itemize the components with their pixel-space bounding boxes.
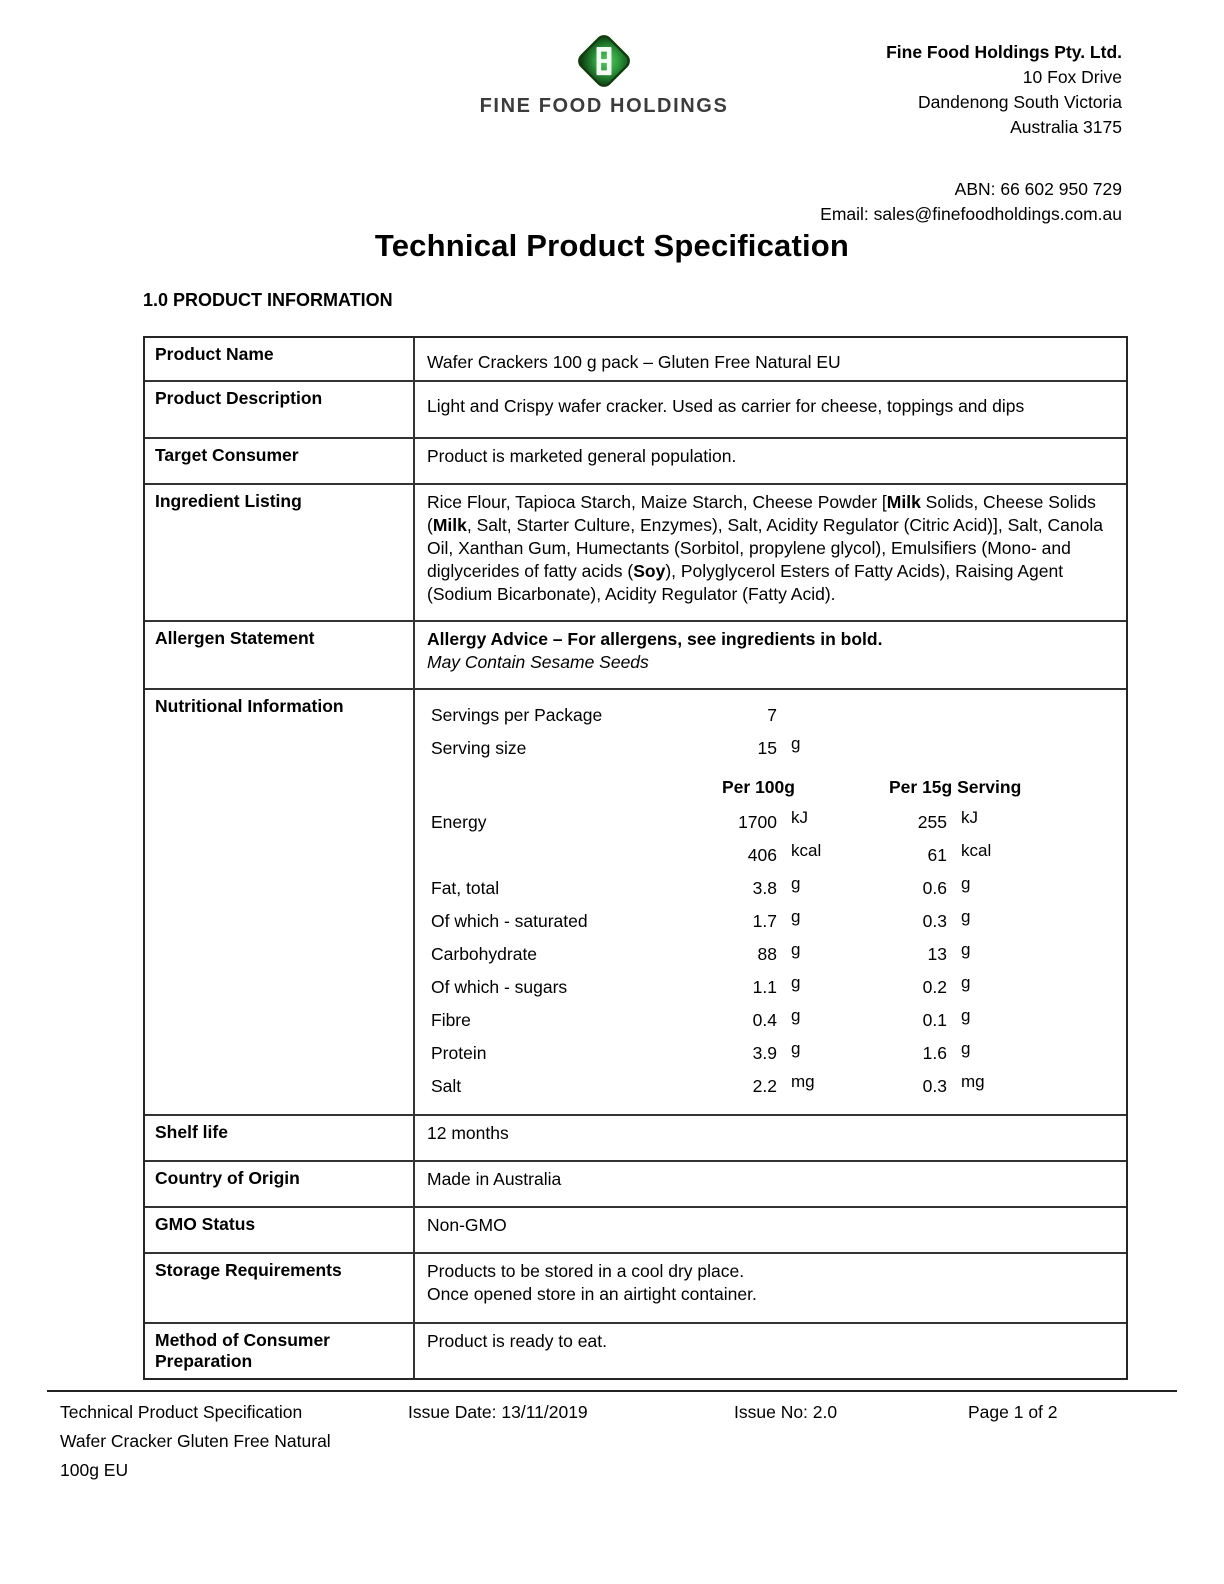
nutrition-serving-size-row: Serving size 15 g [431, 734, 801, 758]
footer-issue-no: Issue No: 2.0 [734, 1402, 838, 1422]
footer-page-number: Page 1 of 2 [968, 1402, 1058, 1422]
spec-row-target-consumer [145, 439, 1126, 485]
company-email: Email: sales@finefoodholdings.com.au [820, 204, 1122, 224]
allergen-italic-line: May Contain Sesame Seeds [427, 652, 649, 672]
row-value [415, 1254, 1126, 1322]
ingredient-text: Rice Flour, Tapioca Starch, Maize Starch, Cheese Powder [Milk Solids, Cheese Solids (Milk, Salt, Starter Culture, Enzymes), Salt, Acidity Regulator (Citric Acid)], Salt, Canola Oil, Xanthan Gum, Humectants (Sorbitol, propylene glycol), Emulsifiers (Mono- and diglycerides of fatty acids (Soy), Polyglycerol Esters of Fatty Acids), Raising Agent (Sodium Bicarbonate), Acidity Regulator (Fatty Acid). [427, 492, 1103, 604]
allergen-bold-line: Allergy Advice – For allergens, see ingredients in bold. [427, 629, 883, 649]
company-details [820, 40, 1122, 227]
nutrition-row: Salt 2.2 mg 0.3 mg [431, 1072, 985, 1096]
company-name: Fine Food Holdings Pty. Ltd. [886, 42, 1122, 62]
company-abn: ABN: 66 602 950 729 [954, 179, 1122, 199]
row-label: GMO Status [145, 1208, 415, 1252]
nutrition-row: 406 kcal 61 kcal [747, 841, 992, 865]
footer-issue-date: Issue Date: 13/11/2019 [408, 1402, 588, 1422]
row-value: Product is marketed general population. [427, 446, 737, 466]
page-title: Technical Product Specification [374, 228, 850, 263]
per-serving-header: Per 15g Serving [889, 777, 1022, 797]
storage-line: Once opened store in an airtight container. [427, 1284, 757, 1304]
nutrition-rows [431, 808, 1126, 1108]
nutrition-row: Carbohydrate 88 g 13 g [431, 940, 971, 964]
row-value: Light and Crispy wafer cracker. Used as carrier for cheese, toppings and dips [427, 396, 1025, 416]
nutrition-row: Protein 3.9 g 1.6 g [431, 1039, 971, 1063]
nutrition-panel [415, 690, 1126, 1114]
nutrition-row: Energy 1700 kJ 255 kJ [431, 808, 978, 832]
row-value: Non-GMO [427, 1215, 507, 1235]
row-value: Made in Australia [427, 1169, 562, 1189]
nutrition-header-row [431, 776, 1126, 811]
footer-divider [47, 1390, 1177, 1392]
row-label: Ingredient Listing [145, 485, 415, 620]
per-100g-header: Per 100g [722, 777, 795, 797]
spec-row-product-name [145, 338, 1126, 382]
spec-table [143, 336, 1128, 1380]
row-label: Product Description [145, 382, 415, 437]
row-label: Nutritional Information [145, 690, 415, 1114]
company-logo [474, 30, 734, 118]
spec-row-nutritional-information [145, 690, 1126, 1116]
spec-row-product-description [145, 382, 1126, 439]
nutrition-servings-row: Servings per Package 7 [431, 705, 777, 725]
row-label: Product Name [145, 338, 415, 380]
row-label: Method of Consumer Preparation [145, 1324, 415, 1378]
brand-wordmark: FINE FOOD HOLDINGS [479, 95, 729, 117]
nutrition-row: Of which - saturated 1.7 g 0.3 g [431, 907, 971, 931]
row-label: Shelf life [145, 1116, 415, 1160]
section-heading: 1.0 PRODUCT INFORMATION [143, 290, 393, 310]
row-value: Product is ready to eat. [427, 1331, 607, 1351]
row-label: Storage Requirements [145, 1254, 415, 1322]
company-address-line: Australia 3175 [1010, 117, 1122, 137]
row-label: Country of Origin [145, 1162, 415, 1206]
spec-row-shelf-life [145, 1116, 1126, 1162]
company-address-line: Dandenong South Victoria [918, 92, 1122, 112]
spec-row-gmo-status [145, 1208, 1126, 1254]
footer-doc-title: Technical Product Specification Wafer Cracker Gluten Free Natural 100g EU [60, 1402, 331, 1480]
spec-row-allergen-statement [145, 622, 1126, 690]
nutrition-row: Fibre 0.4 g 0.1 g [431, 1006, 971, 1030]
row-label: Allergen Statement [145, 622, 415, 688]
row-value: Wafer Crackers 100 g pack – Gluten Free Natural EU [427, 352, 841, 372]
spec-row-method-of-preparation [145, 1324, 1126, 1378]
nutrition-row: Of which - sugars 1.1 g 0.2 g [431, 973, 971, 997]
spec-row-country-of-origin [145, 1162, 1126, 1208]
row-value: 12 months [427, 1123, 509, 1143]
spec-row-storage-requirements [145, 1254, 1126, 1324]
spec-row-ingredient-listing [145, 485, 1126, 622]
nutrition-row: Fat, total 3.8 g 0.6 g [431, 874, 971, 898]
row-value [415, 622, 1126, 688]
storage-line: Products to be stored in a cool dry place. [427, 1261, 745, 1281]
logo-diamond-icon [574, 30, 634, 92]
company-address-line: 10 Fox Drive [1022, 67, 1122, 87]
row-label: Target Consumer [145, 439, 415, 483]
